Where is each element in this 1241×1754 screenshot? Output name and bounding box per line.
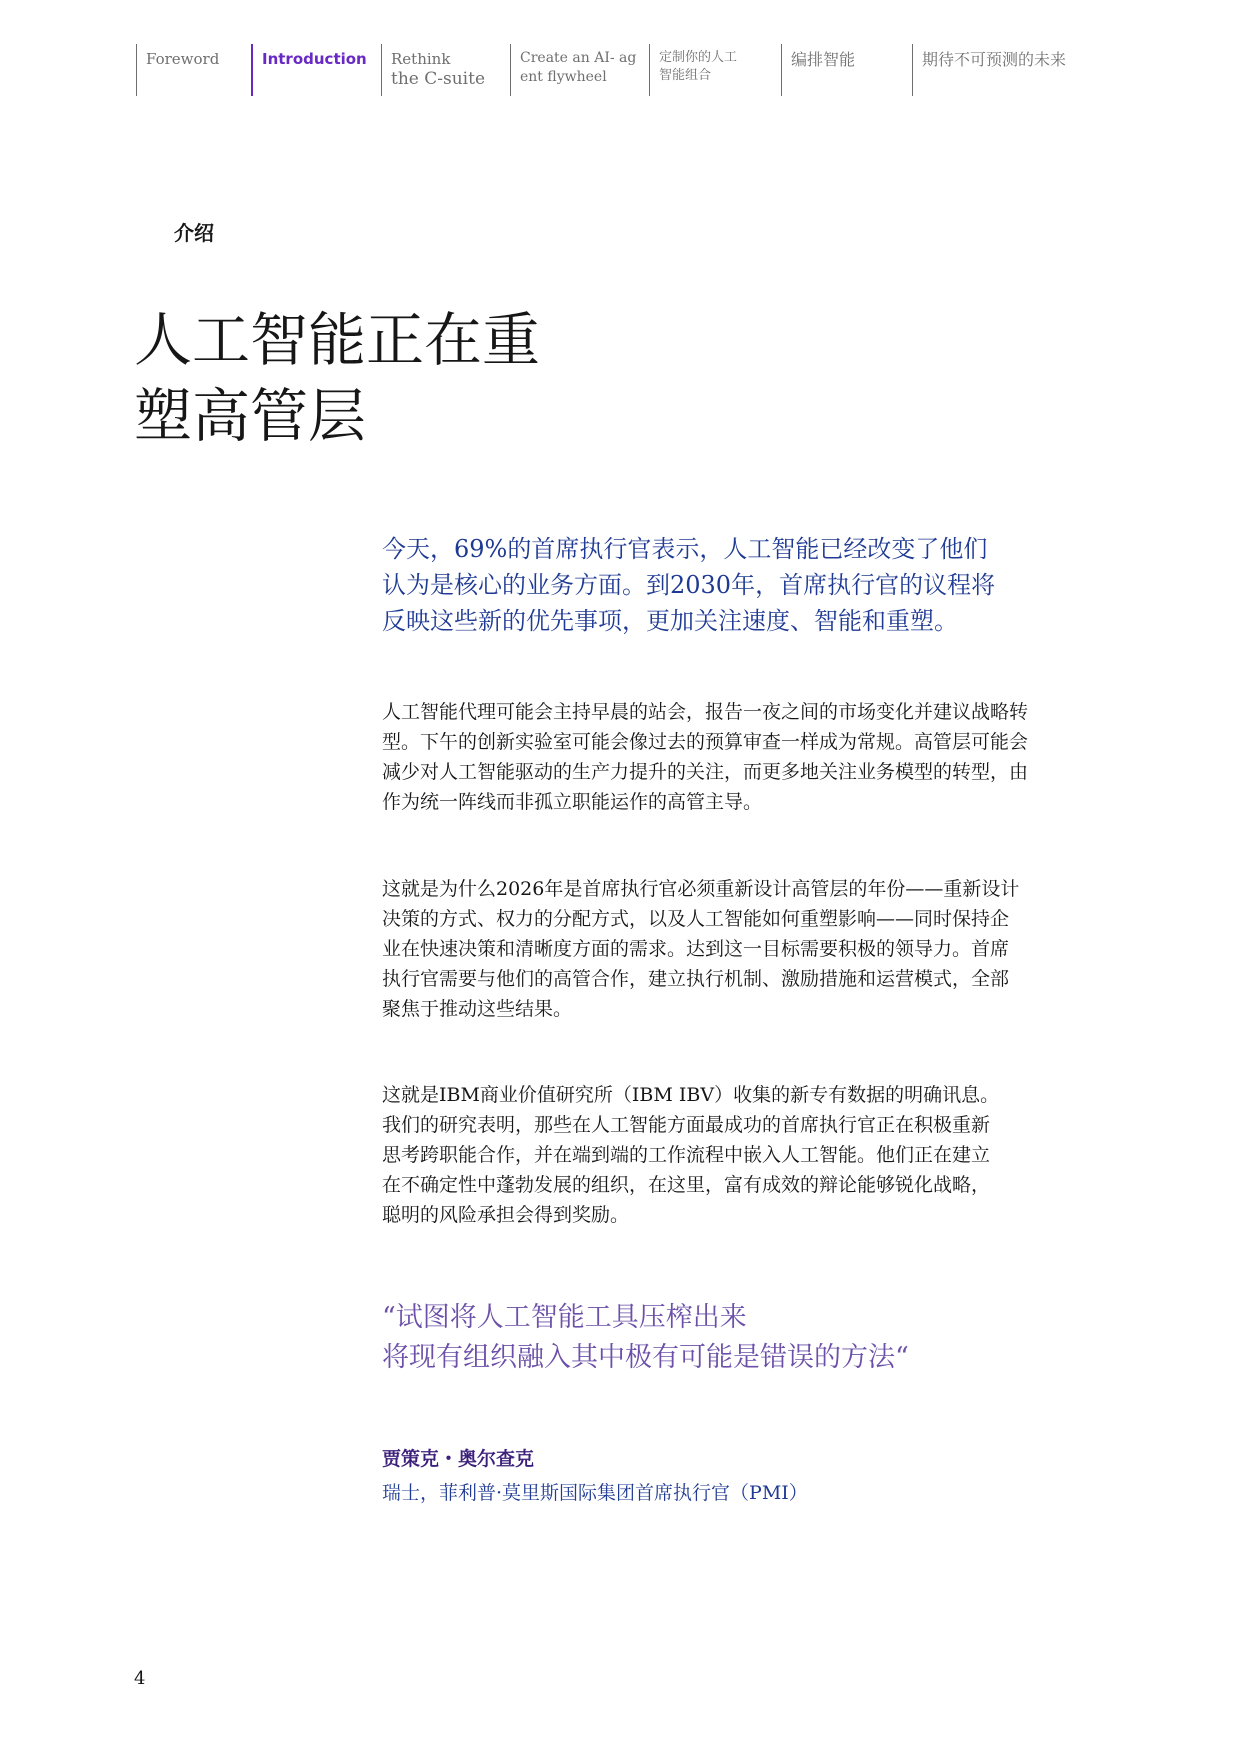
nav-tab-label: Foreword [146,50,220,68]
lead-line: 认为是核心的业务方面。到2030年，首席执行官的议程将 [382,571,996,599]
pull-quote [382,1298,1102,1378]
quote-line: 将现有组织融入其中极有可能是错误的方法“ [382,1342,909,1373]
nav-tab-orchestrate-intelligence[interactable] [781,44,906,96]
nav-tab-ai-portfolio[interactable] [649,44,774,96]
paragraph-line: 型。下午的创新实验室可能会像过去的预算审查一样成为常规。高管层可能会 [382,731,1029,753]
nav-tab-label-line2: 智能组合 [659,68,712,83]
page-title-line1: 人工智能正在重 [134,306,541,374]
nav-tab-foreword[interactable] [136,44,242,96]
quote-author-name: 贾策克・奥尔查克 [382,1448,535,1470]
nav-tab-rethink-c-suite[interactable] [381,44,501,96]
body-paragraph-3 [382,1080,1102,1230]
paragraph-line: 执行官需要与他们的高管合作，建立执行机制、激励措施和运营模式，全部 [382,968,1010,990]
paragraph-line: 决策的方式、权力的分配方式，以及人工智能如何重塑影响——同时保持企 [382,908,1010,930]
nav-tab-label-line1: 定制你的人工 [659,50,738,65]
lead-paragraph [382,531,1102,639]
paragraph-line: 这就是为什么2026年是首席执行官必须重新设计高管层的年份——重新设计 [382,878,1020,900]
paragraph-line: 业在快速决策和清晰度方面的需求。达到这一目标需要积极的领导力。首席 [382,938,1010,960]
nav-tab-label: Introduction [262,50,367,68]
nav-tab-introduction[interactable] [251,44,365,96]
paragraph-line: 作为统一阵线而非孤立职能运作的高管主导。 [382,791,763,813]
paragraph-line: 人工智能代理可能会主持早晨的站会，报告一夜之间的市场变化并建议战略转 [382,701,1029,723]
nav-tab-label-line2: the C-suite [391,69,485,89]
nav-tab-label: 期待不可预测的未来 [922,50,1067,69]
nav-tab-label: 编排智能 [791,50,856,69]
paragraph-line: 聚焦于推动这些结果。 [382,998,573,1020]
quote-author-role: 瑞士，菲利普·莫里斯国际集团首席执行官（PMI） [382,1482,808,1504]
top-navigation [136,44,1126,96]
lead-line: 反映这些新的优先事项，更加关注速度、智能和重塑。 [382,607,958,635]
paragraph-line: 减少对人工智能驱动的生产力提升的关注，而更多地关注业务模型的转型，由 [382,761,1029,783]
page-number: 4 [134,1668,146,1689]
nav-tab-expect-unpredictable[interactable] [912,44,1112,96]
nav-tab-label-line1: Create an AI- ag [520,50,637,66]
lead-line: 今天，69%的首席执行官表示，人工智能已经改变了他们 [382,535,988,563]
paragraph-line: 我们的研究表明，那些在人工智能方面最成功的首席执行官正在积极重新 [382,1114,991,1136]
page-title-line2: 塑高管层 [134,382,367,450]
page-title [134,302,540,454]
paragraph-line: 这就是IBM商业价值研究所（IBM IBV）收集的新专有数据的明确讯息。 [382,1084,1000,1106]
nav-tab-ai-agent-flywheel[interactable] [510,44,640,96]
quote-line: “试图将人工智能工具压榨出来 [382,1302,747,1333]
paragraph-line: 思考跨职能合作，并在端到端的工作流程中嵌入人工智能。他们正在建立 [382,1144,991,1166]
body-paragraph-2 [382,874,1102,1024]
nav-tab-label-line2: ent flywheel [520,69,607,85]
body-paragraph-1 [382,697,1102,817]
paragraph-line: 在不确定性中蓬勃发展的组织，在这里，富有成效的辩论能够锐化战略， [382,1174,991,1196]
section-label: 介绍 [174,221,214,245]
paragraph-line: 聪明的风险承担会得到奖励。 [382,1204,630,1226]
nav-tab-label-line1: Rethink [391,50,451,68]
